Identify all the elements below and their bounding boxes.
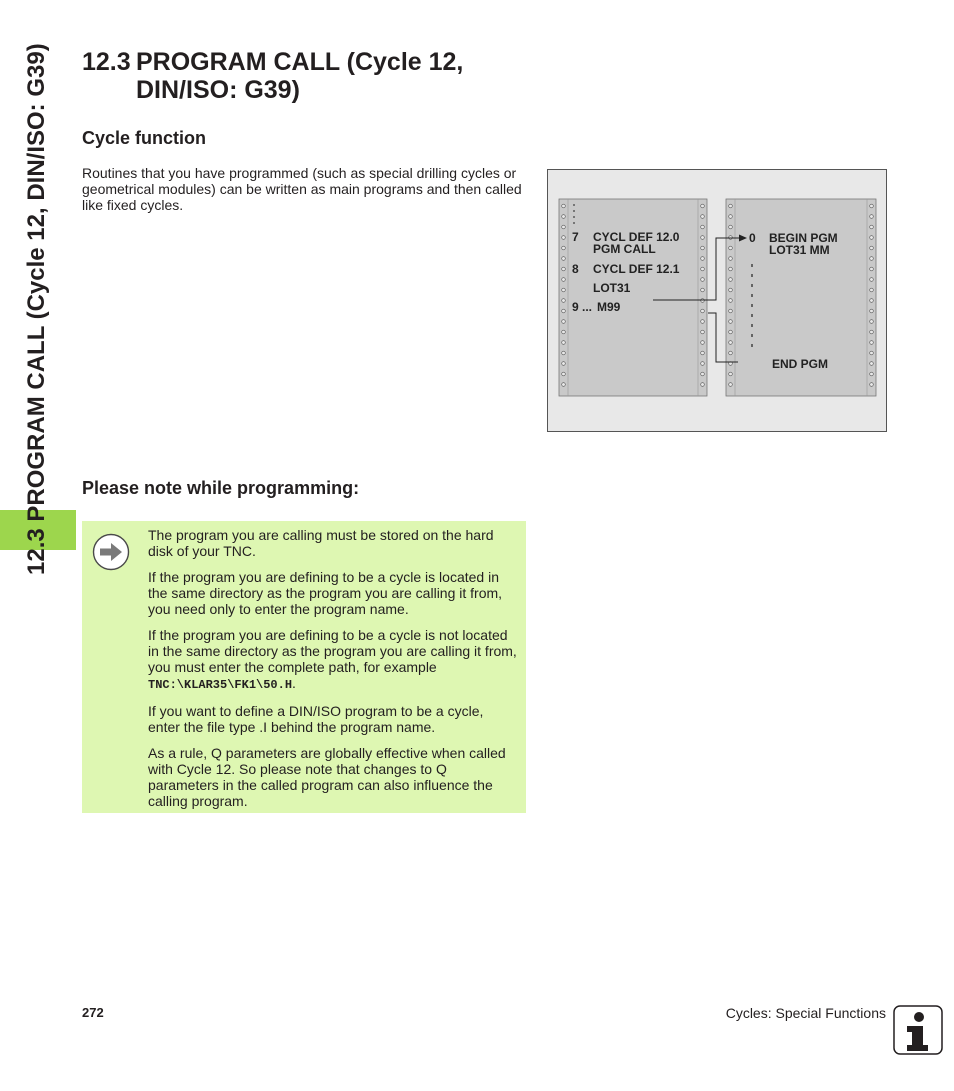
sprocket-hole	[562, 288, 566, 292]
heading-number: 12.3	[82, 48, 131, 76]
note-paragraph: If you want to define a DIN/ISO program to be a cycle, enter the file type .I behind the program name.	[148, 703, 484, 735]
left-program-sheet	[559, 199, 707, 396]
right-line-0b-text: LOT31 MM	[769, 243, 830, 257]
sprocket-hole	[562, 299, 566, 303]
sprocket-hole	[701, 246, 705, 250]
sprocket-hole	[729, 372, 733, 376]
sprocket-hole	[729, 267, 733, 271]
sprocket-hole	[701, 236, 705, 240]
right-line-0-num: 0	[749, 231, 756, 245]
sprocket-hole	[562, 257, 566, 261]
left-line-7-text: CYCL DEF 12.0	[593, 230, 680, 244]
right-line-0-text: BEGIN PGM	[769, 231, 838, 245]
sprocket-hole	[870, 278, 874, 282]
sprocket-hole	[870, 215, 874, 219]
heading-text: PROGRAM CALL (Cycle 12, DIN/ISO: G39)	[136, 48, 464, 104]
right-end-text: END PGM	[772, 357, 829, 371]
sprocket-hole	[870, 362, 874, 366]
sprocket-hole	[701, 215, 705, 219]
note-box	[82, 521, 526, 813]
note-paragraphs	[148, 527, 518, 819]
sprocket-hole	[729, 299, 733, 303]
section-title-programming-notes: Please note while programming:	[82, 478, 360, 498]
sprocket-hole	[562, 383, 566, 387]
sprocket-hole	[562, 351, 566, 355]
left-line-7b-text: PGM CALL	[593, 242, 656, 256]
section-title-cycle-function: Cycle function	[82, 128, 207, 148]
path-example: TNC:\KLAR35\FK1\50.H	[148, 678, 293, 692]
sprocket-hole	[701, 278, 705, 282]
arrow-right-icon	[92, 533, 130, 571]
sprocket-hole	[562, 309, 566, 313]
sprocket-hole	[870, 204, 874, 208]
sprocket-hole	[729, 278, 733, 282]
left-line-7-num: 7	[572, 230, 579, 244]
sprocket-hole	[729, 257, 733, 261]
sprocket-hole	[729, 383, 733, 387]
sprocket-hole	[729, 320, 733, 324]
sprocket-hole	[701, 267, 705, 271]
sprocket-hole	[701, 372, 705, 376]
sprocket-hole	[870, 320, 874, 324]
sprocket-hole	[701, 204, 705, 208]
sprocket-hole	[701, 351, 705, 355]
info-icon	[893, 1005, 943, 1055]
sprocket-hole	[870, 225, 874, 229]
sprocket-hole	[870, 330, 874, 334]
sprocket-hole	[562, 246, 566, 250]
sprocket-hole	[562, 236, 566, 240]
sprocket-hole	[870, 257, 874, 261]
left-line-9-text: M99	[597, 300, 621, 314]
sprocket-hole	[701, 362, 705, 366]
sprocket-hole	[701, 320, 705, 324]
sprocket-hole	[562, 330, 566, 334]
sprocket-hole	[729, 309, 733, 313]
sprocket-hole	[729, 288, 733, 292]
sprocket-hole	[562, 372, 566, 376]
left-line-8-text: CYCL DEF 12.1	[593, 262, 680, 276]
note-paragraph: If the program you are defining to be a cycle is located in the same directory as the program you are calling it from, you need only to enter the program name.	[148, 569, 503, 617]
sprocket-hole	[729, 330, 733, 334]
sprocket-hole	[729, 246, 733, 250]
sprocket-hole	[562, 225, 566, 229]
cycle-function-text: Routines that you have programmed (such as special drilling cycles or geometrical modules) can be written as main programs and then called like fixed cycles.	[82, 165, 522, 213]
sprocket-hole	[729, 225, 733, 229]
sprocket-hole	[729, 351, 733, 355]
sprocket-hole	[701, 225, 705, 229]
sprocket-hole	[870, 309, 874, 313]
sprocket-hole	[729, 341, 733, 345]
chapter-footer: Cycles: Special Functions	[725, 1005, 886, 1021]
sprocket-hole	[870, 236, 874, 240]
program-call-diagram	[547, 169, 887, 432]
sprocket-hole	[701, 330, 705, 334]
sprocket-hole	[870, 288, 874, 292]
left-line-8b-text: LOT31	[593, 281, 631, 295]
note-paragraph: The program you are calling must be stored on the hard disk of your TNC.	[148, 527, 494, 559]
left-line-8-num: 8	[572, 262, 579, 276]
sprocket-hole	[562, 320, 566, 324]
page-number: 272	[82, 1005, 104, 1020]
sprocket-hole	[701, 341, 705, 345]
sprocket-hole	[870, 246, 874, 250]
sprocket-hole	[870, 299, 874, 303]
sprocket-hole	[562, 204, 566, 208]
sprocket-hole	[562, 362, 566, 366]
sprocket-hole	[701, 288, 705, 292]
sprocket-hole	[870, 341, 874, 345]
sprocket-hole	[562, 341, 566, 345]
sprocket-hole	[870, 372, 874, 376]
sprocket-hole	[870, 267, 874, 271]
note-paragraph: As a rule, Q parameters are globally effective when called with Cycle 12. So please note that changes to Q parameters in the called program can also influence the calling program.	[148, 745, 506, 809]
left-line-9-num: 9 ...	[572, 300, 593, 314]
note-paragraph-path: If the program you are defining to be a cycle is not located in the same directory as the program you are calling it from, you must enter the complete path, for example TNC:\KLAR35\FK1\50.H.	[148, 627, 517, 692]
sprocket-hole	[701, 257, 705, 261]
sprocket-hole	[729, 204, 733, 208]
sprocket-hole	[562, 215, 566, 219]
sprocket-hole	[729, 215, 733, 219]
sprocket-hole	[562, 267, 566, 271]
sprocket-hole	[870, 351, 874, 355]
sprocket-hole	[870, 383, 874, 387]
sprocket-hole	[562, 278, 566, 282]
sprocket-hole	[701, 383, 705, 387]
sprocket-hole	[701, 309, 705, 313]
